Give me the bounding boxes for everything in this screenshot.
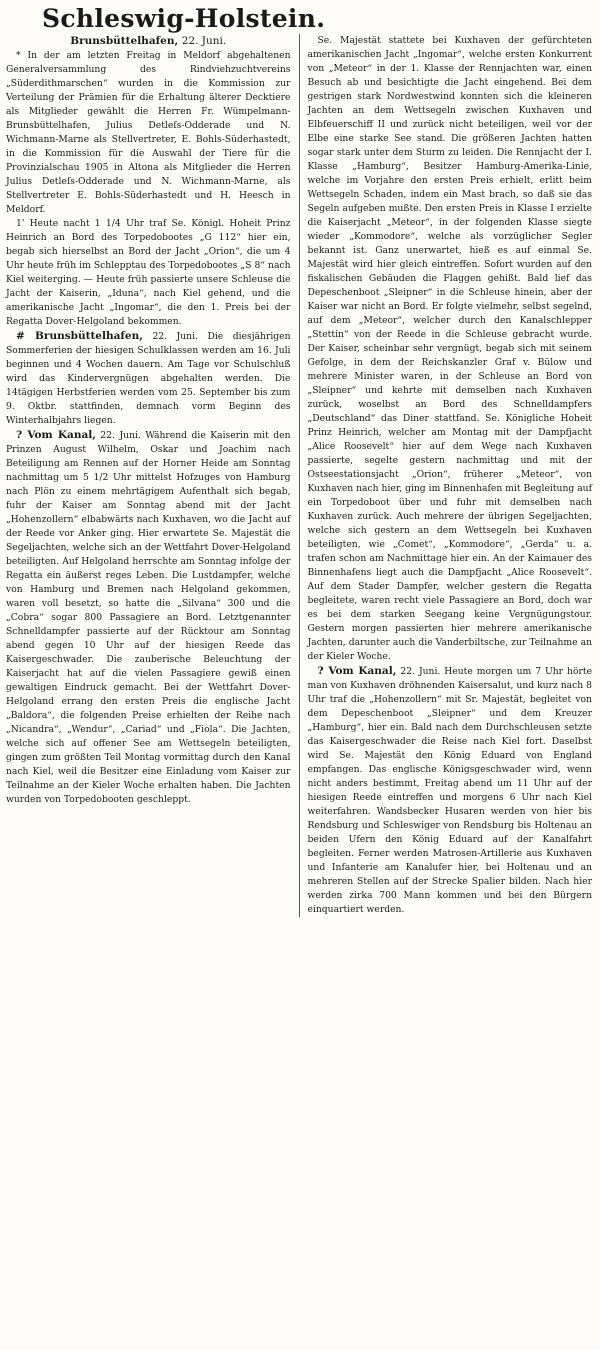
dateline-place: Brunsbüttelhafen, bbox=[70, 35, 179, 47]
article-body: 22. Juni. Während die Kaiserin mit den Prinzen August Wilhelm, Oskar und Joachim nach Beteiligung am Rennen auf der Horner Heide am Sonntag nachmittag um 5 1/2 Uhr mittelst Hofzuges von Hamburg nach Plön zu einem mehrtägigem Aufenthalt sich begab, fuhr der Kaiser am Sonntag abend mit der Jacht „Hohenzollern“ elbabwärts nach Kuxhaven, wo die Jacht auf der Reede vor Anker ging. Hier erwartete Se. Majestät die Segeljachten, welche sich an der Wettfahrt Dover-Helgoland beteiligten. Auf Helgoland herrschte am Sonntag infolge der Regatta ein äußerst reges Leben. Die Lustdampfer, welche von Hamburg und Bremen nach Helgoland gekommen, waren voll besetzt, so hatte die „Silvana“ 300 und die „Cobra“ sogar 800 Passagiere an Bord. Letztgenannter Schnelldampfer passierte auf der Rücktour am Sonntag abend gegen 10 Uhr auf der hiesigen Reede das Kaisergeschwader. Die zauberische Beleuchtung der Kaiserjacht hat auf die vielen Passagiere gewiß einen gewaltigen Eindruck gemacht. Bei der Wettfahrt Dover-Helgoland errang den ersten Preis die englische Jacht „Baldora“, die folgenden Preise erhielten der Reihe nach „Nicandra“, „Wendur“, „Cariad“ und „Fiola“. Die Jachten, welche sich auf offener See am Wettsegeln beteiligten, gingen zum größten Teil Montag vormittag durch den Kanal nach Kiel, weil die Besitzer eine Einladung vom Kaiser zur Teilnahme an der Kieler Woche erhalten haben. Die Jachten wurden von Torpedobooten geschleppt. bbox=[6, 430, 291, 805]
dateline-date: 22. Juni. bbox=[181, 35, 227, 47]
article-body: 22. Juni. Die diesjährigen Sommerferien der hiesigen Schulklassen werden am 16. Juli beginnen und 4 Wochen dauern. Am Tage vor Schulschluß wird das Kindervergnügen abgehalten werden. Die 14tägigen Herbstferien werden vom 25. September bis zum 9. Oktbr. stattfinden, demnach vorm Beginn des Winterhalbjahrs liegen. bbox=[6, 331, 291, 426]
article-vom-kanal-2 bbox=[308, 664, 593, 917]
article-continued: Se. Majestät stattete bei Kuxhaven der gefürchteten amerikanischen Jacht „Ingomar“, welche ersten Konkurrent von „Meteor“ in der 1. Klasse der Rennjachten war, einen Besuch ab und besichtigte die Jacht eingehend. Bei dem gestrigen stark Nordwestwind konnten sich die kleineren Jachten an dem Wettsegeln zwischen Kuxhaven und Elbfeuerschiff II und zurück nicht beteiligen, weil vor der Elbe eine starke See stand. Die größeren Jachten hatten sogar stark unter dem Sturm zu leiden. Die Rennjacht der I. Klasse „Hamburg“, Besitzer Hamburg-Amerika-Linie, welche im Vorjahre den ersten Preis erhielt, erlitt beim Wettsegeln Schaden, indem ein Mast brach, so daß sie das Segeln aufgeben mußte. Den ersten Preis in Klasse I erzielte die Kaiserjacht „Meteor“, in der folgenden Klasse siegte wieder „Kommodore“, welche als vorzüglicher Segler bekannt ist. Ganz unerwartet, hieß es auf einmal Se. Majestät wird hier gleich eintreffen. Sofort wurden auf den fiskalischen Gebäuden die Flaggen gehißt. Bald lief das Depeschenboot „Sleipner“ in die Schleuse hinein, aber der Kaiser war nicht an Bord. Er folgte vielmehr, selbst segelnd, auf dem „Meteor“, welcher durch den Kanalschlepper „Stettin“ von der Reede in die Schleuse gebracht wurde. Der Kaiser, scheinbar sehr vergnügt, begab sich mit seinem Gefolge, in dem der Reichskanzler Graf v. Bülow und mehrere Minister waren, in der Schleuse an Bord von „Sleipner“ und kehrte mit demselben nach Kuxhaven zurück, woselbst an Bord des Schnelldampfers „Deutschland“ das Diner stattfand. Se. Königliche Hoheit Prinz Heinrich, welcher am Montag mit der Dampfjacht „Alice Roosevelt“ hier auf dem Wege nach Kuxhaven passierte, segelte gestern nachmittag und mit der Ostseestationsjacht „Orion“, früherer „Meteor“, von Kuxhaven nach hier, ging im Binnenhafen mit Begleitung auf ein Torpedoboot über und fuhr mit demselben nach Kuxhaven zurück. Auch mehrere der übrigen Segeljachten, welche sich gestern an dem Wettsegeln bei Kuxhaven beteiligten, wie „Comet“, „Kommodore“, „Gerda“ u. a. trafen schon am Nachmittage hier ein. An der Kaimauer des Binnenhafens liegt auch die Dampfjacht „Alice Roosevelt“. Auf dem Stader Dampfer, welcher gestern die Regatta begleitete, waren recht viele Passagiere an Bord, doch war es bei dem starken Seegang keine Vergnügungstour. Gestern morgen passierten hier mehrere amerikanische Jachten, darunter auch die Vanderbiltsche, zur Teilnahme an der Kieler Woche. bbox=[307, 35, 592, 662]
article-columns bbox=[6, 34, 592, 917]
article-body: 22. Juni. Heute morgen um 7 Uhr hörte man von Kuxhaven dröhnenden Kaisersalut, und kurz nach 8 Uhr traf die „Hohenzollern“ mit Sr. Majestät, begleitet von dem Depeschenboot „Sleipner“ und dem Kreuzer „Hamburg“, hier ein. Bald nach dem Durchschleusen setzte das Kaisergeschwader die Reise nach Kiel fort. Daselbst wird Se. Majestät den König Eduard von England empfangen. Das englische Königsgeschwader wird, wenn nicht anders bestimmt, Freitag abend um 11 Uhr auf der hiesigen Reede eintreffen und morgens 6 Uhr nach Kiel weiterfahren. Wandsbecker Husaren werden von hier bis Rendsburg und Schleswiger von Rendsburg bis Holtenau an beiden Ufern den König Eduard auf der Kanalfahrt begleiten. Ferner werden Matrosen-Artillerie aus Kuxhaven und Infanterie am Kanalufer hier, bei Holtenau und an mehreren Stellen auf der Strecke Spalier bilden. Nach hier werden zirka 700 Mann kommen und bei den Bürgern einquartiert werden. bbox=[307, 666, 593, 915]
section-masthead: Schleswig-Holstein. bbox=[42, 4, 326, 33]
left-column bbox=[6, 34, 291, 917]
article-prinz-heinrich: 1' Heute nacht 1 1/4 Uhr traf Se. Königl. Hoheit Prinz Heinrich an Bord des Torpedobootes „G 112“ hier ein, begab sich hierselbst an Bord der Jacht „Orion“, die um 4 Uhr heute früh im Schlepptau des Torpedobootes „S 8“ nach Kiel weiterging. — Heute früh passierte unsere Schleuse die Jacht der Kaiserin, „Iduna“, nach Kiel gehend, und die amerikanische Jacht „Ingomar“, die den 1. Preis bei der Regatta Dover-Helgoland bekommen. bbox=[6, 218, 291, 327]
dateline bbox=[6, 34, 291, 49]
right-column bbox=[308, 34, 593, 917]
article-rindviehzucht: * In der am letzten Freitag in Meldorf abgehaltenen Generalversammlung des Rindviehzuchtvereins „Süderdithmarschen“ wurden in die Kommission zur Verteilung der Prämien für die Erhaltung älterer Decktiere als Mitglieder gewählt die Herren Fr. Wümpelmann-Brunsbüttelhafen, Julius Detleſs-Odderade und N. Wichmann-Marne als Stellvertreter, E. Bohls-Süderhastedt, in die Kommission für die Auswahl der Tiere für die Provinzialschau 1905 in Altona als Mitglieder die Herren Julius Detleſs-Odderade und N. Wichmann-Marne, als Stellvertreter E. Bohls-Süderhastedt und H. Heesch in Meldorf. bbox=[6, 50, 291, 215]
article-lead: ? Vom Kanal, bbox=[317, 665, 397, 677]
column-rule bbox=[299, 34, 300, 917]
article-lead: # Brunsbüttelhafen, bbox=[16, 330, 143, 342]
article-lead: ? Vom Kanal, bbox=[16, 429, 96, 441]
article-vom-kanal-1 bbox=[6, 428, 291, 807]
article-sommerferien bbox=[6, 329, 291, 428]
